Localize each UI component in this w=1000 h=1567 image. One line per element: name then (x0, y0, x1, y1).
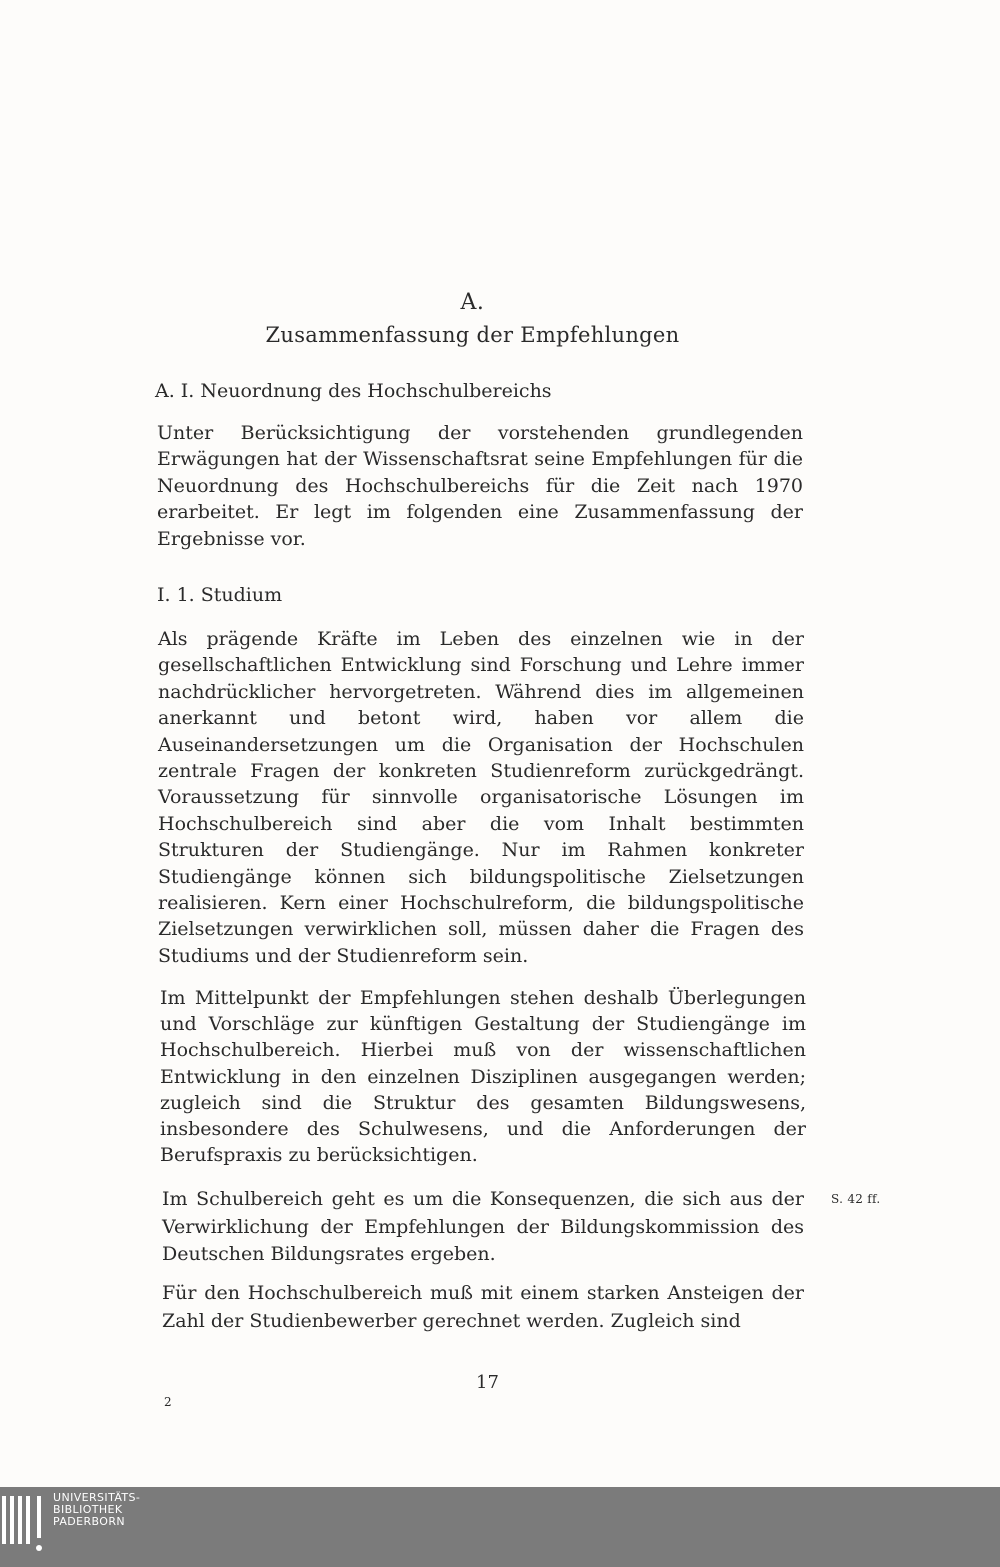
chapter-title: Zusammenfassung der Empfehlungen (265, 323, 680, 347)
paragraph: Im Schulbereich geht es um die Konsequenzen, die sich aus der Verwirklichung der Empfehlungen der Bildungskommission des Deutschen Bildungsrates ergeben. (162, 1188, 804, 1265)
logo-stripe-icon (10, 1496, 14, 1544)
signature-mark: 2 (164, 1395, 172, 1409)
library-logo-line: UNIVERSITÄTS- (53, 1491, 141, 1504)
paragraph: Als prägende Kräfte im Leben des einzelnen wie in der gesellschaftlichen Entwicklung sind Forschung und Lehre immer nachdrücklicher hervorgetreten. Während dies im allgemeinen anerkannt und betont wird, haben vor allem die Auseinandersetzungen um die Organisation der Hochschulen zentrale Fragen der konkreten Studienreform zurückgedrängt. Voraussetzung für sinnvolle organisatorische Lösungen im Hochschulbereich sind aber die vom Inhalt bestimmten Strukturen der Studiengänge. Nur im Rahmen konkreter Studiengänge können sich bildungspolitische Zielsetzungen realisieren. Kern einer Hochschulreform, die bildungspolitische Zielsetzungen verwirklichen soll, müssen daher die Fragen des Studiums und der Studienreform sein. (158, 628, 804, 967)
margin-reference: S. 42 ff. (831, 1192, 881, 1206)
paragraph: Für den Hochschulbereich muß mit einem starken Ansteigen der Zahl der Studienbewerber gerechnet werden. Zugleich sind (162, 1282, 804, 1332)
logo-dot-icon (36, 1545, 42, 1551)
library-logo-line: BIBLIOTHEK (53, 1503, 123, 1516)
logo-stripe-icon (2, 1496, 6, 1544)
library-logo (0, 1490, 140, 1554)
library-logo-line: PADERBORN (53, 1515, 126, 1528)
logo-stripe-icon (26, 1496, 30, 1544)
section-title: A. I. Neuordnung des Hochschulbereichs (155, 380, 552, 402)
logo-stripe-icon (37, 1496, 41, 1538)
page-number: 17 (476, 1372, 499, 1393)
subsection-title: I. 1. Studium (157, 584, 283, 606)
chapter-letter: A. (460, 290, 485, 315)
library-footer-bar (0, 1487, 1000, 1567)
paragraph: Im Mittelpunkt der Empfehlungen stehen deshalb Überlegungen und Vorschläge zur künftigen Gestaltung der Studiengänge im Hochschulbereich. Hierbei muß von der wissenschaftlichen Entwicklung in den einzelnen Disziplinen ausgegangen werden; zugleich sind die Struktur des gesamten Bildungswesens, insbesondere des Schulwesens, und die Anforderungen der Berufspraxis zu berücksichtigen. (160, 987, 806, 1167)
library-logo-text (53, 1492, 140, 1528)
logo-stripe-icon (18, 1496, 22, 1544)
section-intro-paragraph: Unter Berücksichtigung der vorstehenden grundlegenden Erwägungen hat der Wissenschaftsrat seine Empfehlungen für die Neuordnung des Hochschulbereichs für die Zeit nach 1970 erarbeitet. Er legt im folgenden eine Zusammenfassung der Ergebnisse vor. (157, 422, 803, 550)
